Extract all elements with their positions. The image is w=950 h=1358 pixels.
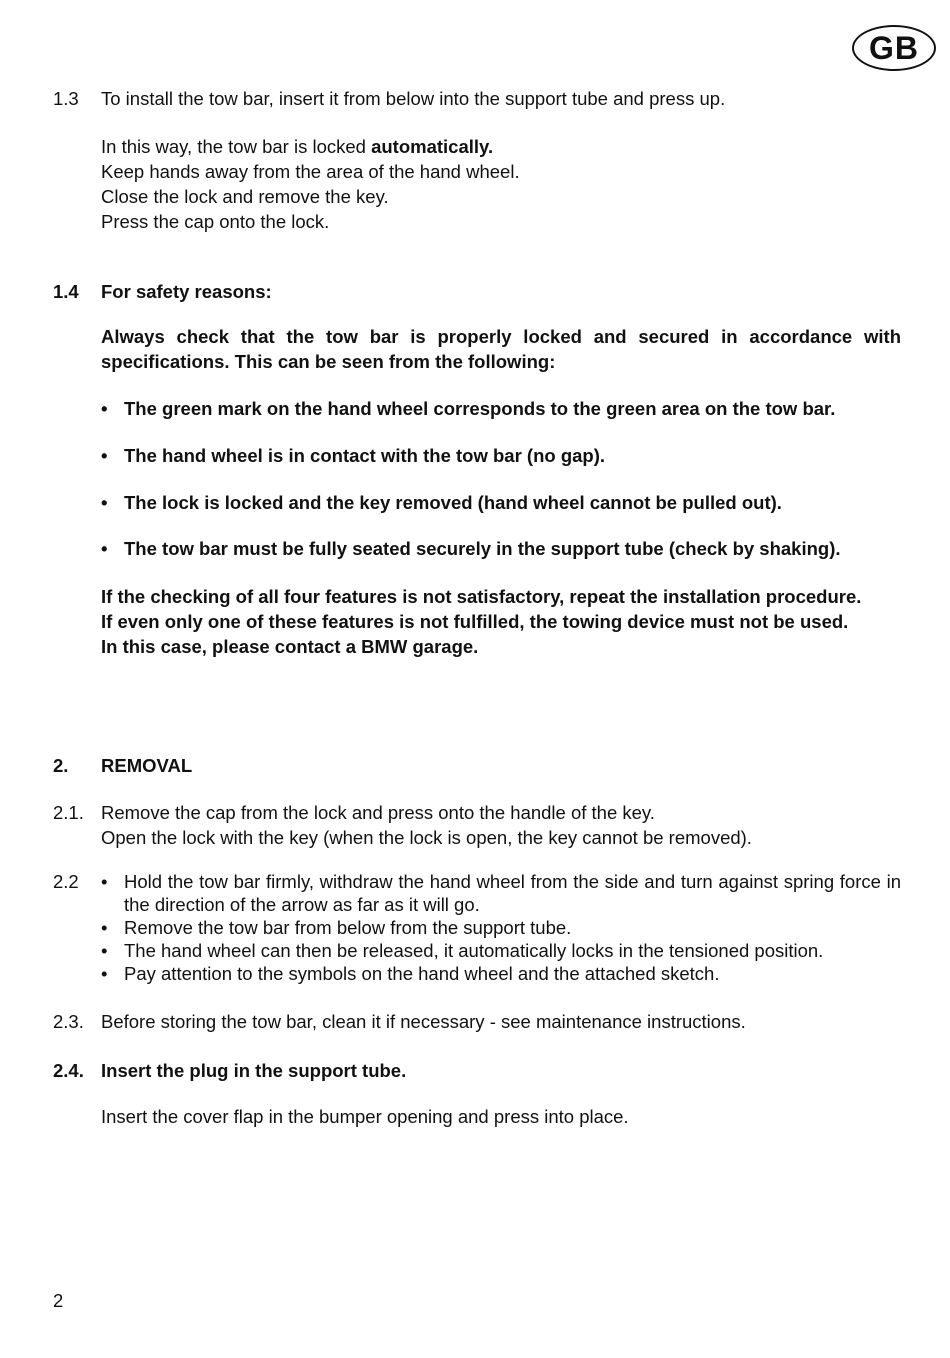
bullet-icon: • <box>101 963 108 984</box>
section-heading: REMOVAL <box>101 755 193 776</box>
paragraph: Before storing the tow bar, clean it if necessary - see maintenance instructions. <box>101 1011 746 1032</box>
language-badge-gb: GB <box>852 25 936 71</box>
paragraph: Press the cap onto the lock. <box>101 211 330 232</box>
bullet-icon: • <box>101 940 108 961</box>
bullet-icon: • <box>101 492 108 513</box>
bullet-icon: • <box>101 917 108 938</box>
emphasis-automatically: automatically. <box>371 136 494 157</box>
section-heading: For safety reasons: <box>101 281 272 302</box>
section-number: 2. <box>53 755 69 776</box>
paragraph: In this case, please contact a BMW garage. <box>101 636 479 657</box>
bullet-icon: • <box>101 398 108 419</box>
section-number: 2.4. <box>53 1060 84 1081</box>
paragraph: Always check that the tow bar is properly locked and secured in accordance with specifications. This can be seen from the following: <box>101 326 901 372</box>
section-number: 1.3 <box>53 88 79 109</box>
bullet-icon: • <box>101 445 108 466</box>
paragraph: If the checking of all four features is not satisfactory, repeat the installation procedure. <box>101 586 862 607</box>
paragraph: In this way, the tow bar is locked automatically. <box>101 136 494 157</box>
bullet-icon: • <box>101 871 108 892</box>
paragraph: Close the lock and remove the key. <box>101 186 389 207</box>
paragraph: Keep hands away from the area of the hand wheel. <box>101 161 520 182</box>
paragraph: Open the lock with the key (when the lock is open, the key cannot be removed). <box>101 827 752 848</box>
paragraph: To install the tow bar, insert it from below into the support tube and press up. <box>101 88 726 109</box>
paragraph: Remove the cap from the lock and press onto the handle of the key. <box>101 802 655 823</box>
section-number: 1.4 <box>53 281 79 302</box>
section-number: 2.2 <box>53 871 79 892</box>
page-number: 2 <box>53 1290 64 1311</box>
section-heading: Insert the plug in the support tube. <box>101 1060 407 1081</box>
paragraph: Insert the cover flap in the bumper opening and press into place. <box>101 1106 629 1127</box>
section-number: 2.3. <box>53 1011 84 1032</box>
section-number: 2.1. <box>53 802 84 823</box>
paragraph: If even only one of these features is not fulfilled, the towing device must not be used. <box>101 611 849 632</box>
bullet-icon: • <box>101 538 108 559</box>
